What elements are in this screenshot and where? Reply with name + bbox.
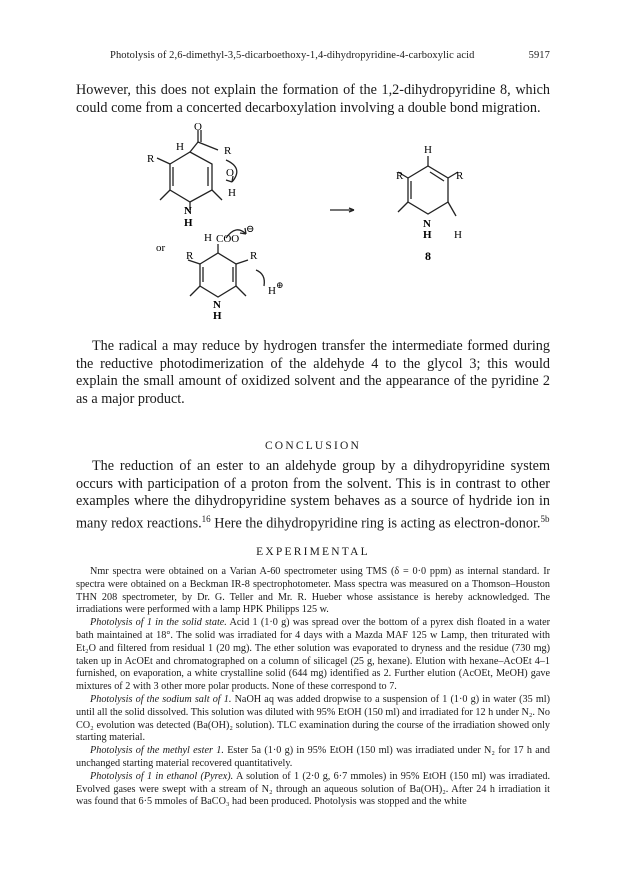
atom-h: H bbox=[176, 141, 184, 153]
experimental-heading: EXPERIMENTAL bbox=[256, 546, 370, 558]
ethanol-title: Photolysis of 1 in ethanol (Pyrex). bbox=[90, 770, 234, 782]
solid-state-text: Acid 1 (1·0 g) was spread over the bottom of a pyrex dish floated in a water bath maintained at 18°. The solid was irradiated for 4 days with a Mazda MAF 125 w Lamp, then triturated with Et₂O and filtered from residual 1 (20 mg). The ether solution was evaporated to dryness and the residue (730 mg) taken up in AcOEt and chromatographed on a column of silicagel (25 g, hexane). Elution with hexane–AcOEt 4–1 furnished, on evaporation, a white crystalline solid (644 mg) identified as 2. Further elution (AcOEt, MeOH) gave mixtures of 2 with 3 other more polar products. None of these correspond to 7. bbox=[76, 617, 550, 693]
solid-state-paragraph bbox=[76, 617, 550, 694]
conclusion-text: The reduction of an ester to an aldehyde group by a dihydropyridine system occurs with participation of a proton from the solvent. This is in contrast to other examples where the dihydropyridine system behaves as a source of hydride ion in many redox reactions. bbox=[76, 458, 550, 532]
carboxylate-label: COO bbox=[216, 233, 240, 245]
atom-o: O bbox=[194, 121, 202, 133]
atom-r: R bbox=[186, 250, 194, 262]
atom-o: O bbox=[226, 167, 234, 179]
structure-product-8 bbox=[398, 156, 458, 216]
solid-state-title: Photolysis of 1 in the solid state. bbox=[90, 617, 227, 629]
radical-paragraph: The radical a may reduce by hydrogen transfer the intermediate formed during the reductive photodimerization of the aldehyde 4 to the glycol 3; this would explain the small amount of oxidized solvent and the appearance of the pyridine 2 as a major product. bbox=[76, 338, 550, 407]
sodium-salt-text: NaOH aq was added dropwise to a suspension of 1 (1·0 g) in water (35 ml) until all the solid dissolved. This solution was diluted with 95% EtOH (150 ml) and irradiated for 12 h under N₂. No CO₂ evolution was detected (Ba(OH)₂ solution). TLC examination during the course of the irradiation showed only starting material. bbox=[76, 693, 550, 744]
running-head bbox=[110, 50, 550, 61]
intro-paragraph: However, this does not explain the formation of the 1,2-dihydropyridine 8, which could come from a concerted decarboxylation involving a double bond migration. bbox=[76, 82, 550, 116]
sodium-salt-paragraph bbox=[76, 694, 550, 745]
atom-n: N bbox=[213, 299, 221, 311]
atom-r: R bbox=[396, 170, 404, 182]
atom-h: H bbox=[213, 310, 222, 320]
atom-r: R bbox=[456, 170, 464, 182]
atom-h: H bbox=[228, 187, 236, 199]
page-number: 5917 bbox=[528, 50, 550, 61]
atom-h: H bbox=[423, 229, 432, 241]
compound-number: 8 bbox=[425, 249, 431, 263]
atom-h: H bbox=[454, 229, 462, 241]
atom-r: R bbox=[250, 250, 258, 262]
ethanol-paragraph bbox=[76, 771, 550, 809]
reference-marker: 5b bbox=[540, 513, 550, 524]
atom-r: R bbox=[224, 145, 232, 157]
reaction-scheme bbox=[0, 120, 624, 320]
minus-charge: ⊖ bbox=[246, 224, 255, 235]
plus-charge: ⊕ bbox=[276, 280, 284, 290]
running-title: Photolysis of 2,6-dimethyl-3,5-dicarboethoxy-1,4-dihydropyridine-4-carboxylic acid bbox=[110, 50, 475, 61]
methyl-ester-paragraph bbox=[76, 745, 550, 771]
atom-n: N bbox=[423, 218, 431, 230]
ethanol-text: A solution of 1 (2·0 g, 6·7 mmoles) in 95% EtOH (150 ml) was irradiated. Evolved gases were swept with a stream of N₂ through an aqueous solution of Ba(OH)₂. After 24 h irradiation it was found that 6·5 mmoles of BaCO₃ had been produced. Photolysis was stopped and the white bbox=[76, 770, 550, 808]
structure-top-left bbox=[157, 130, 237, 210]
atom-r: R bbox=[147, 153, 155, 165]
atom-n: N bbox=[184, 205, 192, 217]
atom-h: H bbox=[204, 232, 212, 244]
reference-marker: 16 bbox=[201, 513, 211, 524]
methyl-ester-title: Photolysis of the methyl ester 1. bbox=[90, 745, 224, 757]
atom-h: H bbox=[424, 144, 432, 156]
conclusion-paragraph bbox=[76, 458, 550, 533]
methyl-ester-text: Ester 5a (1·0 g) in 95% EtOH (150 ml) was irradiated under N₂ for 17 h and unchanged starting material recovered quantitatively. bbox=[76, 745, 550, 769]
reaction-arrow bbox=[330, 208, 354, 212]
conclusion-heading: CONCLUSION bbox=[264, 440, 362, 452]
or-label: or bbox=[156, 242, 166, 254]
sodium-salt-title: Photolysis of the sodium salt of 1. bbox=[90, 693, 232, 705]
experimental-general: Nmr spectra were obtained on a Varian A-60 spectrometer using TMS (δ = 0·0 ppm) as internal standard. Ir spectra were obtained on a Beckman IR-8 spectrophotometer. Mass spectra was measured on a Thomson–Houston THN 208 spectrometer, by Dr. G. Teller and Mr. R. Hueber whose assistance is hereby acknowledged. The irradiations were performed with a lamp HPK Philipps 125 w. bbox=[76, 566, 550, 616]
atom-h: H bbox=[184, 217, 193, 229]
experimental-body bbox=[76, 566, 550, 809]
conclusion-text-after: Here the dihydropyridine ring is acting as electron-donor. bbox=[210, 515, 541, 532]
proton-h: H bbox=[268, 285, 276, 297]
